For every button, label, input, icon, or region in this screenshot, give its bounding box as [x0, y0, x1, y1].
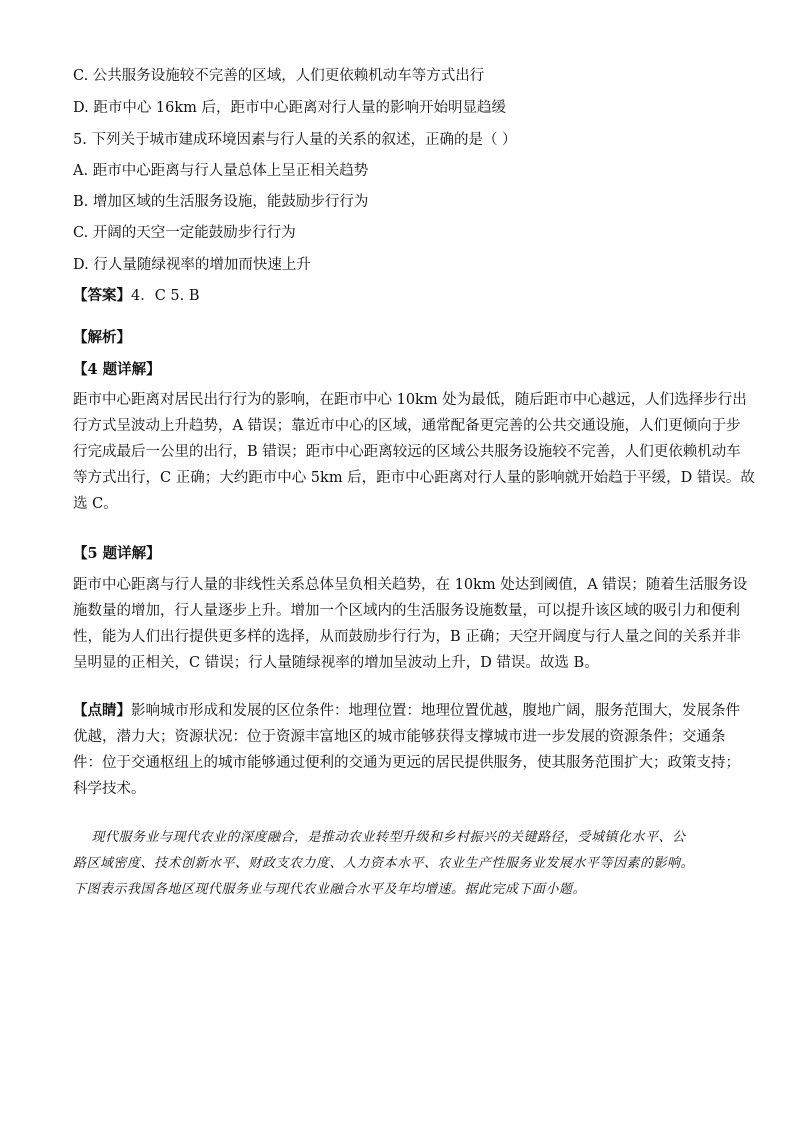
next-material-line: 下图表示我国各地区现代服务业与现代农业融合水平及年均增速。据此完成下面小题。: [73, 882, 587, 897]
q5-detail-line: 施数量的增加，行人量逐步上升。增加一个区域内的生活服务设施数量，可以提升该区域的吸引力和便利: [73, 603, 740, 619]
q4-detail-line: 选 C。: [73, 496, 118, 512]
q4-option-d: D. 距市中心 16km 后，距市中心距离对行人量的影响开始明显趋缓: [73, 100, 507, 116]
analysis-label: 【解析】: [73, 329, 131, 346]
comment-body: [73, 698, 740, 802]
next-material-line: 路区域密度、技术创新水平、财政支农力度、人力资本水平、农业生产性服务业发展水平等因素的影响。: [73, 856, 695, 871]
q4-detail-label: 【4 题详解】: [73, 361, 161, 378]
q5-detail-line: 距市中心距离与行人量的非线性关系总体呈负相关趋势，在 10km 处达到阈值，A 错误；随着生活服务设: [73, 577, 748, 593]
q4-detail-line: 行方式呈波动上升趋势，A 错误；靠近市中心的区域，通常配备更完善的公共交通设施，人们更倾向于步: [73, 418, 741, 434]
q4-detail-body: [73, 387, 755, 517]
next-material-body: [73, 825, 723, 903]
q5-stem: 5. 下列关于城市建成环境因素与行人量的关系的叙述，正确的是（ ）: [73, 132, 517, 148]
q4-detail-line: 距市中心距离对居民出行行为的影响，在距市中心 10km 处为最低，随后距市中心越远，人们选择步行出: [73, 392, 747, 408]
comment-line: 科学技术。: [73, 781, 146, 797]
next-material-line: 现代服务业与现代农业的深度融合，是推动农业转型升级和乡村振兴的关键路径，受城镇化水平、公: [73, 830, 686, 845]
q5-option-a: A. 距市中心距离与行人量总体上呈正相关趋势: [73, 163, 369, 179]
q5-detail-line: 性，能为人们出行提供更多样的选择，从而鼓励步行行为，B 正确；天空开阔度与行人量之间的关系并非: [73, 629, 741, 645]
q5-detail-label: 【5 题详解】: [73, 545, 161, 562]
q5-detail-body: [73, 572, 748, 676]
comment-line: 影响城市形成和发展的区位条件：地理位置：地理位置优越，腹地广阔，服务范围大，发展条件: [131, 703, 740, 719]
q4-option-c: C. 公共服务设施较不完善的区域，人们更依赖机动车等方式出行: [73, 68, 485, 84]
q4-detail-line: 行完成最后一公里的出行，B 错误；距市中心距离较远的区域公共服务设施较不完善，人们更依赖机动车: [73, 444, 741, 460]
answer-line: [73, 286, 200, 306]
q5-option-d: D. 行人量随绿视率的增加而快速上升: [73, 257, 311, 273]
comment-label: 【点睛】: [73, 702, 131, 719]
answer-label: 【答案】: [73, 287, 131, 304]
q5-option-c: C. 开阔的天空一定能鼓励步行行为: [73, 225, 296, 241]
q5-detail-line: 呈明显的正相关，C 错误；行人量随绿视率的增加呈波动上升，D 错误。故选 B。: [73, 655, 599, 671]
q4-detail-line: 等方式出行，C 正确；大约距市中心 5km 后，距市中心距离对行人量的影响就开始趋于平缓，D 错误。故: [73, 470, 755, 486]
comment-line: 件：位于交通枢纽上的城市能够通过便利的交通为更远的居民提供服务，使其服务范围扩大；政策支持；: [73, 755, 740, 771]
answer-text: 4．C 5. B: [131, 288, 200, 304]
comment-line: 优越，潜力大；资源状况：位于资源丰富地区的城市能够获得支撑城市进一步发展的资源条件；交通条: [73, 729, 726, 745]
q5-option-b: B. 增加区域的生活服务设施，能鼓励步行行为: [73, 194, 369, 210]
